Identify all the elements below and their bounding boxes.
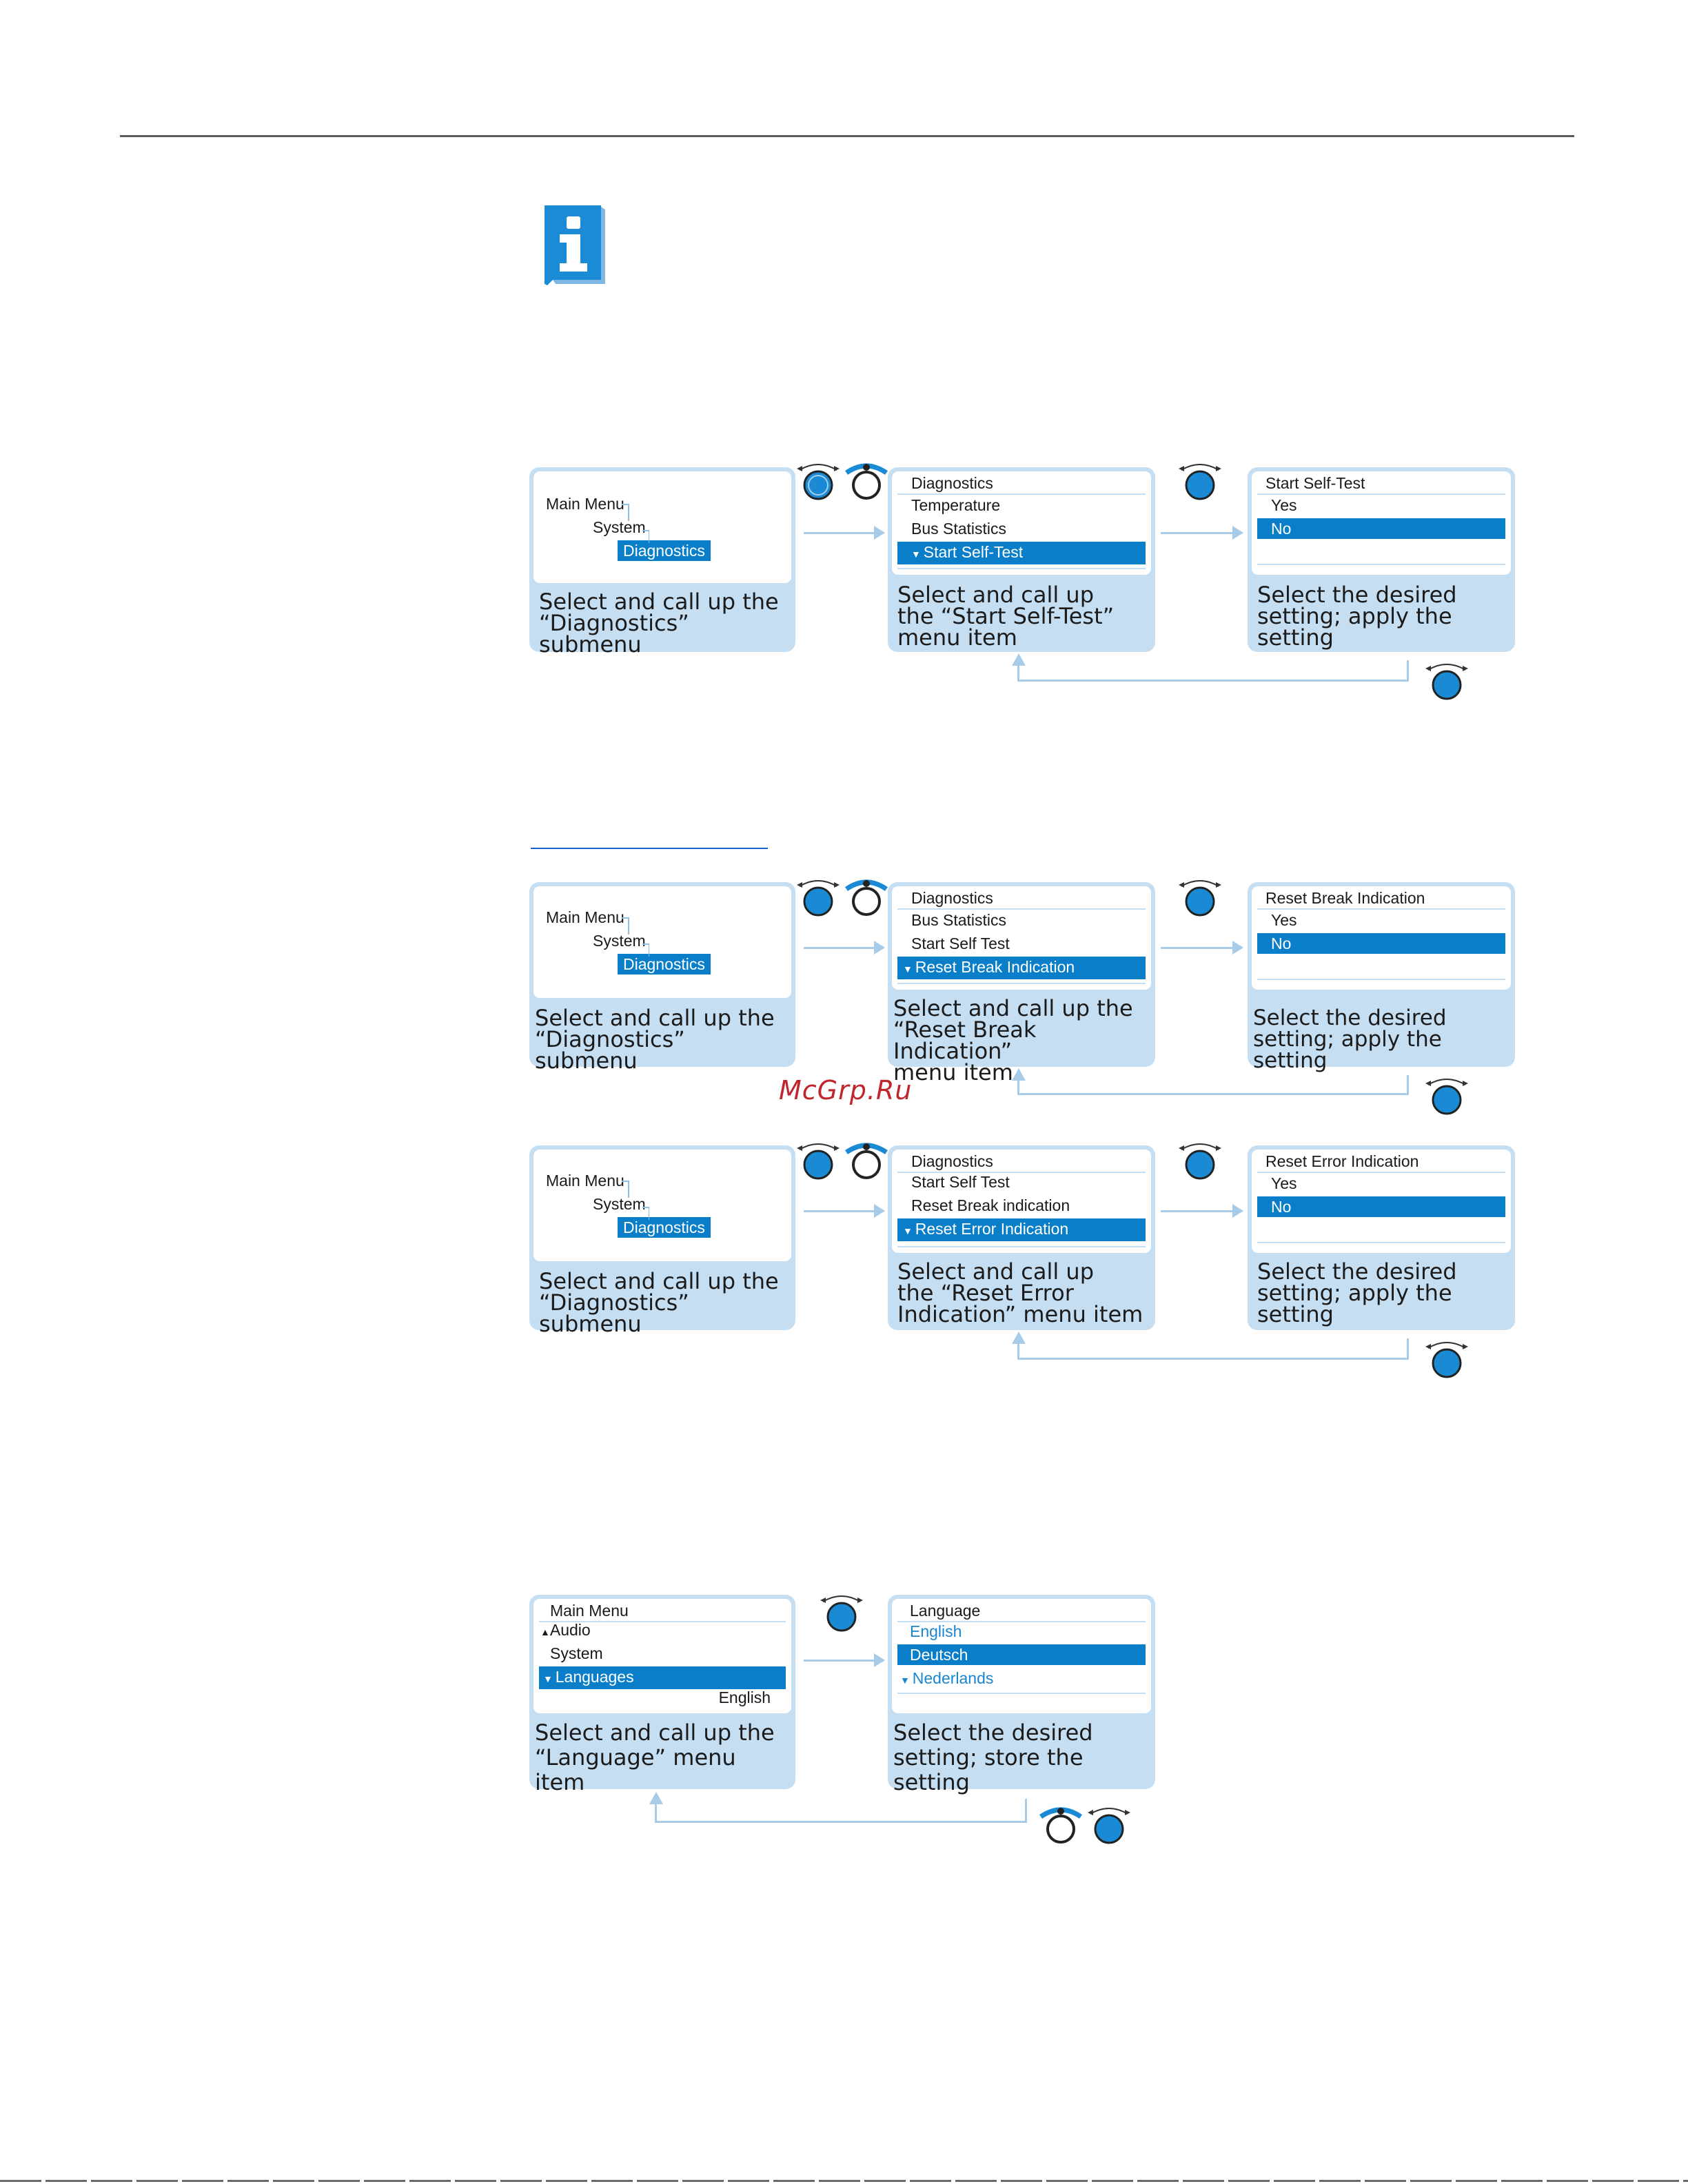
step2-caption: Select and call up the “Reset Error Indication” menu item <box>897 1258 1143 1327</box>
jog-dial-push-icon <box>842 1140 891 1181</box>
menu-title: Diagnostics <box>911 889 993 907</box>
menu-highlight: ▼ Reset Break Indication <box>897 957 1146 979</box>
option-deutsch-highlight: Deutsch <box>897 1644 1146 1665</box>
up-triangle-icon: ▲ <box>540 1626 550 1637</box>
info-book-icon <box>540 204 609 287</box>
step2-caption: Select the desired setting; store the setting <box>893 1719 1093 1795</box>
menu-title: Reset Error Indication <box>1265 1152 1419 1170</box>
menu-value: English <box>718 1688 771 1706</box>
step3-panel <box>1248 1145 1515 1330</box>
jog-dial-turn-icon <box>794 1140 842 1181</box>
menu-item: Bus Statistics <box>911 520 1007 538</box>
menu-highlight: ▼ Start Self-Test <box>897 542 1146 564</box>
menu-title: Language <box>910 1602 981 1620</box>
menu-item: System <box>550 1644 603 1662</box>
jog-dial-turn-icon <box>1176 1140 1224 1181</box>
jog-dial-turn-icon <box>1423 660 1471 702</box>
menu-system: System <box>593 1195 646 1213</box>
menu-system: System <box>593 518 646 536</box>
step3-caption: Select the desired setting; apply the setting <box>1253 1006 1447 1073</box>
menu-diagnostics-highlight: Diagnostics <box>618 954 711 974</box>
option-yes: Yes <box>1271 911 1297 929</box>
menu-main: Main Menu <box>546 1172 624 1190</box>
jog-dial-push-icon <box>842 460 891 502</box>
down-triangle-icon: ▼ <box>911 549 924 560</box>
step1-panel <box>529 882 795 1074</box>
flow-arrow <box>804 947 884 949</box>
menu-system: System <box>593 932 646 950</box>
menu-title: Reset Break Indication <box>1265 889 1425 907</box>
option-no-highlight: No <box>1257 518 1505 539</box>
step3-panel <box>1248 882 1515 1073</box>
feedback-line <box>655 1799 1027 1823</box>
up-arrow-icon <box>1012 653 1026 666</box>
step1-caption: Select and call up the “Diagnostics” submenu <box>535 1005 775 1074</box>
jog-dial-turn-icon <box>1176 877 1224 918</box>
menu-highlight: ▼ Languages <box>539 1666 786 1689</box>
jog-dial-push-icon <box>1037 1804 1085 1846</box>
down-triangle-icon: ▼ <box>903 1225 915 1236</box>
jog-dial-push-icon <box>842 877 891 918</box>
up-arrow-icon <box>1012 1068 1026 1081</box>
option-english: English <box>910 1622 962 1640</box>
feedback-line <box>1017 660 1409 682</box>
flow-arrow <box>1161 1210 1242 1212</box>
option-yes: Yes <box>1271 1174 1297 1192</box>
step2-panel <box>888 882 1155 1085</box>
menu-item: Reset Break indication <box>911 1196 1070 1214</box>
down-triangle-icon: ▼ <box>903 963 915 974</box>
step1-caption: Select and call up the “Diagnostics” submenu <box>539 1268 779 1337</box>
jog-dial-turn-icon <box>1423 1338 1471 1380</box>
step1-panel <box>529 1145 795 1337</box>
tree-connector-icon <box>622 1180 649 1228</box>
step2-caption: Select and call up the “Start Self-Test” menu item <box>897 582 1115 651</box>
menu-item: Bus Statistics <box>911 911 1007 929</box>
jog-dial-turn-icon <box>817 1592 866 1633</box>
step2-panel <box>888 1145 1155 1330</box>
menu-item: Start Self Test <box>911 1173 1010 1191</box>
tree-connector-icon <box>622 917 649 965</box>
flow-arrow <box>804 1210 884 1212</box>
tree-connector-icon <box>622 503 649 551</box>
jog-dial-turn-icon <box>1176 460 1224 502</box>
step1-panel <box>529 1595 795 1795</box>
step1-panel <box>529 467 795 657</box>
link-underline[interactable] <box>531 848 768 849</box>
down-triangle-icon: ▼ <box>543 1673 556 1684</box>
menu-main: Main Menu <box>546 908 624 926</box>
flow-arrow <box>1161 532 1242 534</box>
menu-diagnostics-highlight: Diagnostics <box>618 1217 711 1238</box>
step3-panel <box>1248 467 1515 652</box>
menu-item: Temperature <box>911 496 1001 514</box>
feedback-line <box>1017 1338 1409 1360</box>
footer-rule <box>0 2180 1688 2182</box>
step3-caption: Select the desired setting; apply the setting <box>1257 1258 1457 1327</box>
jog-dial-turn-icon <box>1085 1804 1133 1846</box>
feedback-line <box>1017 1075 1409 1095</box>
menu-highlight: ▼ Reset Error Indication <box>897 1218 1146 1241</box>
step1-caption: Select and call up the “Language” menu item <box>535 1719 775 1795</box>
option-no-highlight: No <box>1257 1196 1505 1217</box>
flow-arrow <box>1161 947 1242 949</box>
option-yes: Yes <box>1271 496 1297 514</box>
menu-title: Main Menu <box>550 1602 629 1620</box>
down-triangle-icon: ▼ <box>900 1675 913 1686</box>
step2-caption: Select and call up the “Reset Break Indication” menu item <box>893 995 1133 1085</box>
menu-diagnostics-highlight: Diagnostics <box>618 540 711 561</box>
menu-item: ▲Audio <box>540 1621 591 1639</box>
menu-item: Start Self Test <box>911 935 1010 952</box>
jog-dial-turn-icon <box>1423 1075 1471 1116</box>
menu-title: Diagnostics <box>911 1152 993 1170</box>
step3-caption: Select the desired setting; apply the setting <box>1257 582 1457 651</box>
menu-title: Diagnostics <box>911 474 993 492</box>
step2-panel <box>888 467 1155 652</box>
up-arrow-icon <box>1012 1331 1026 1344</box>
step2-panel <box>888 1595 1155 1795</box>
option-nederlands: ▼ Nederlands <box>900 1669 994 1687</box>
flow-arrow <box>804 1660 884 1662</box>
jog-dial-turn-icon <box>794 460 842 502</box>
watermark-text: McGrp.Ru <box>779 1075 913 1105</box>
up-arrow-icon <box>649 1792 663 1804</box>
flow-arrow <box>804 532 884 534</box>
step1-caption: Select and call up the “Diagnostics” submenu <box>539 589 779 657</box>
jog-dial-turn-icon <box>794 877 842 918</box>
menu-main: Main Menu <box>546 495 624 513</box>
option-no-highlight: No <box>1257 933 1505 954</box>
header-rule <box>120 135 1574 137</box>
menu-title: Start Self-Test <box>1265 474 1365 492</box>
